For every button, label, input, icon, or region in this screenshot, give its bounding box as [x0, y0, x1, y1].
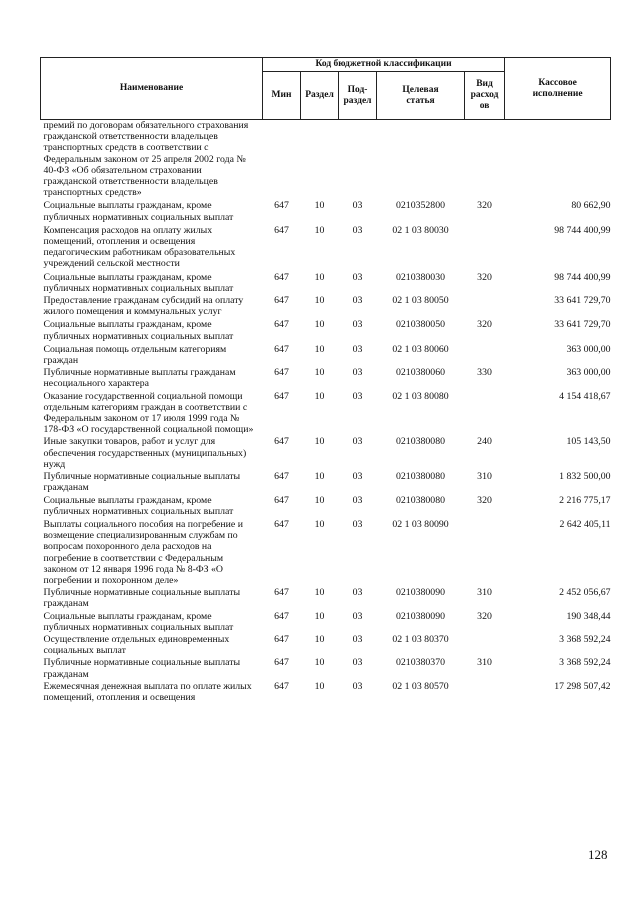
cell-min: 647 — [274, 367, 289, 379]
cell-razdel: 10 — [314, 295, 325, 307]
cell-name: Компенсация расходов на оплату жилых помещений, отопления и освещения педагогическим работникам образовательных учреждений сельской местности — [43, 224, 236, 270]
cell-statya: 0210352800 — [396, 200, 445, 212]
cell-kass: 17 298 507,42 — [554, 680, 611, 692]
table-row — [41, 270, 611, 294]
header-name: Наименование — [41, 58, 263, 120]
cell-name: Социальная помощь отдельным категориям граждан — [43, 343, 227, 367]
cell-razdel: 10 — [314, 436, 325, 448]
cell-name: Публичные нормативные социальные выплаты гражданам — [43, 657, 241, 680]
cell-name: Выплаты социального пособия на погребение и возмещение специализированным службам по вопросам похоронного дела расходов на погребение в соответствии с Федеральным законом от 12 января 1996 года № 8-ФЗ «О погребении и похоронном деле» — [43, 518, 243, 586]
table-row — [41, 366, 611, 389]
cell-vid: 240 — [477, 436, 492, 448]
cell-razdel: 10 — [314, 518, 325, 530]
cell-podrazdel: 03 — [352, 200, 363, 212]
cell-vid: 320 — [477, 200, 492, 212]
cell-vid — [465, 680, 505, 703]
cell-statya: 0210380030 — [396, 271, 445, 283]
cell-vid — [465, 517, 505, 586]
table-row — [41, 586, 611, 609]
cell-kass: 33 641 729,70 — [554, 319, 611, 331]
table-row — [41, 517, 611, 586]
cell-podrazdel — [339, 120, 377, 199]
cell-razdel: 10 — [314, 471, 325, 483]
cell-podrazdel: 03 — [352, 610, 363, 622]
cell-min: 647 — [274, 271, 289, 283]
table-row — [41, 223, 611, 270]
cell-statya: 02 1 03 80570 — [392, 680, 449, 692]
cell-kass: 3 368 592,24 — [559, 633, 611, 645]
cell-kass: 2 452 056,67 — [559, 587, 611, 599]
cell-vid: 320 — [477, 319, 492, 331]
cell-name: Публичные нормативные выплаты гражданам несоциального характера — [43, 367, 236, 390]
cell-name: премий по договорам обязательного страхования гражданской ответственности владельцев транспортных средств в соответствии с Федеральным законом от 25 апреля 2002 года № 40-ФЗ «Об обязательном страховании гражданской ответственности владельцев транспортных средств» — [43, 120, 249, 199]
table-body — [41, 120, 611, 704]
cell-kass: 105 143,50 — [566, 436, 611, 448]
cell-min: 647 — [274, 224, 289, 236]
table-row — [41, 610, 611, 633]
cell-kass: 2 642 405,11 — [559, 518, 611, 530]
cell-vid: 310 — [477, 657, 492, 669]
header-min: Мин — [263, 72, 301, 120]
cell-min: 647 — [274, 343, 289, 355]
cell-name: Публичные нормативные социальные выплаты гражданам — [43, 587, 241, 610]
cell-podrazdel: 03 — [352, 587, 363, 599]
budget-table — [40, 57, 611, 703]
cell-razdel: 10 — [314, 343, 325, 355]
cell-statya: 0210380080 — [396, 436, 445, 448]
header-kass — [505, 58, 611, 120]
table-row — [41, 494, 611, 517]
cell-razdel: 10 — [314, 200, 325, 212]
cell-kass: 1 832 500,00 — [559, 471, 611, 483]
cell-name: Предоставление гражданам субсидий на оплату жилого помещения и коммунальных услуг — [43, 295, 244, 318]
table-header — [41, 58, 611, 120]
cell-name: Социальные выплаты гражданам, кроме публичных нормативных социальных выплат — [43, 494, 234, 517]
cell-podrazdel: 03 — [352, 367, 363, 379]
header-vid — [465, 72, 505, 120]
cell-kass: 33 641 729,70 — [554, 295, 611, 307]
cell-min: 647 — [274, 587, 289, 599]
cell-vid — [465, 390, 505, 436]
cell-min: 647 — [274, 494, 289, 506]
table-row — [41, 120, 611, 199]
cell-podrazdel: 03 — [352, 494, 363, 506]
cell-kass: 98 744 400,99 — [554, 224, 611, 236]
cell-min: 647 — [274, 518, 289, 530]
cell-min: 647 — [274, 633, 289, 645]
cell-statya — [377, 120, 465, 199]
cell-vid: 310 — [477, 587, 492, 599]
cell-name: Социальные выплаты гражданам, кроме публичных нормативных социальных выплат — [43, 610, 234, 633]
cell-razdel: 10 — [314, 610, 325, 622]
cell-min: 647 — [274, 319, 289, 331]
cell-podrazdel: 03 — [352, 295, 363, 307]
cell-vid: 320 — [477, 494, 492, 506]
cell-statya: 02 1 03 80030 — [392, 224, 449, 236]
cell-name: Иные закупки товаров, работ и услуг для обеспечения государственных (муниципальных) нужд — [43, 436, 247, 470]
table-row — [41, 435, 611, 470]
cell-statya: 0210380090 — [396, 587, 445, 599]
cell-name: Публичные нормативные социальные выплаты гражданам — [43, 471, 241, 494]
cell-kass: 98 744 400,99 — [554, 271, 611, 283]
cell-vid: 320 — [477, 271, 492, 283]
cell-min: 647 — [274, 610, 289, 622]
cell-podrazdel: 03 — [352, 518, 363, 530]
cell-razdel: 10 — [314, 319, 325, 331]
cell-podrazdel: 03 — [352, 633, 363, 645]
cell-statya: 02 1 03 80060 — [392, 343, 449, 355]
cell-podrazdel: 03 — [352, 343, 363, 355]
cell-razdel: 10 — [314, 390, 325, 402]
table-row — [41, 198, 611, 222]
header-razdel: Раздел — [301, 72, 339, 120]
cell-vid — [465, 633, 505, 656]
cell-min: 647 — [274, 680, 289, 692]
cell-kass: 4 154 418,67 — [559, 390, 611, 402]
header-podrazdel-label: Под- раздел — [343, 84, 372, 106]
cell-statya: 02 1 03 80090 — [392, 518, 449, 530]
cell-podrazdel: 03 — [352, 657, 363, 669]
cell-razdel: 10 — [314, 633, 325, 645]
cell-statya: 0210380370 — [396, 657, 445, 669]
table-row — [41, 680, 611, 703]
cell-kass: 190 348,44 — [566, 610, 611, 622]
cell-podrazdel: 03 — [352, 319, 363, 331]
cell-kass: 363 000,00 — [566, 367, 611, 379]
cell-podrazdel: 03 — [352, 224, 363, 236]
cell-kass: 80 662,90 — [571, 200, 611, 212]
cell-podrazdel: 03 — [352, 271, 363, 283]
cell-razdel: 10 — [314, 494, 325, 506]
table-row — [41, 390, 611, 436]
cell-razdel: 10 — [314, 657, 325, 669]
header-statya — [377, 72, 465, 120]
table-row — [41, 656, 611, 679]
cell-razdel: 10 — [314, 680, 325, 692]
cell-razdel: 10 — [314, 224, 325, 236]
cell-statya: 02 1 03 80050 — [392, 295, 449, 307]
cell-kass — [505, 120, 611, 199]
cell-min — [263, 120, 301, 199]
table-row — [41, 317, 611, 341]
cell-name: Ежемесячная денежная выплата по оплате жилых помещений, отопления и освещения — [43, 680, 252, 703]
header-vid-label: Вид расход ов — [470, 79, 499, 111]
budget-report-sheet — [40, 57, 610, 703]
cell-kass: 363 000,00 — [566, 343, 611, 355]
cell-vid — [465, 120, 505, 199]
table-row — [41, 633, 611, 656]
cell-razdel: 10 — [314, 367, 325, 379]
cell-vid — [465, 342, 505, 366]
cell-vid — [465, 294, 505, 317]
cell-podrazdel: 03 — [352, 436, 363, 448]
cell-min: 647 — [274, 295, 289, 307]
cell-kass: 3 368 592,24 — [559, 657, 611, 669]
cell-statya: 0210380090 — [396, 610, 445, 622]
cell-vid — [465, 223, 505, 270]
cell-razdel — [301, 120, 339, 199]
cell-vid: 310 — [477, 471, 492, 483]
cell-name: Осуществление отдельных единовременных социальных выплат — [43, 633, 230, 657]
cell-min: 647 — [274, 436, 289, 448]
cell-min: 647 — [274, 471, 289, 483]
cell-min: 647 — [274, 390, 289, 402]
header-kass-label: Кассовое исполнение — [532, 77, 583, 99]
cell-statya: 02 1 03 80080 — [392, 390, 449, 402]
cell-min: 647 — [274, 200, 289, 212]
cell-statya: 0210380060 — [396, 367, 445, 379]
table-row — [41, 342, 611, 366]
cell-statya: 0210380080 — [396, 494, 445, 506]
header-budget-classification: Код бюджетной классификации — [263, 58, 505, 72]
header-statya-label: Целевая статья — [402, 84, 439, 106]
cell-statya: 0210380080 — [396, 471, 445, 483]
cell-name: Социальные выплаты гражданам, кроме публичных нормативных социальных выплат — [43, 319, 234, 342]
cell-name: Социальные выплаты гражданам, кроме публичных нормативных социальных выплат — [43, 271, 234, 294]
cell-statya: 02 1 03 80370 — [392, 633, 449, 645]
cell-kass: 2 216 775,17 — [559, 494, 611, 506]
cell-vid: 320 — [477, 610, 492, 622]
table-row — [41, 294, 611, 317]
cell-statya: 0210380050 — [396, 319, 445, 331]
table-row — [41, 470, 611, 493]
cell-podrazdel: 03 — [352, 680, 363, 692]
cell-podrazdel: 03 — [352, 390, 363, 402]
cell-name: Оказание государственной социальной помощи отдельным категориям граждан в соответствии с Федеральным законом от 17 июля 1999 года № 178-ФЗ «О государственной социальной помощи» — [43, 390, 254, 436]
cell-razdel: 10 — [314, 587, 325, 599]
cell-podrazdel: 03 — [352, 471, 363, 483]
page-number: 128 — [588, 847, 608, 862]
cell-min: 647 — [274, 657, 289, 669]
cell-razdel: 10 — [314, 271, 325, 283]
header-podrazdel — [339, 72, 377, 120]
cell-name: Социальные выплаты гражданам, кроме публичных нормативных социальных выплат — [43, 200, 234, 223]
cell-vid: 330 — [477, 367, 492, 379]
